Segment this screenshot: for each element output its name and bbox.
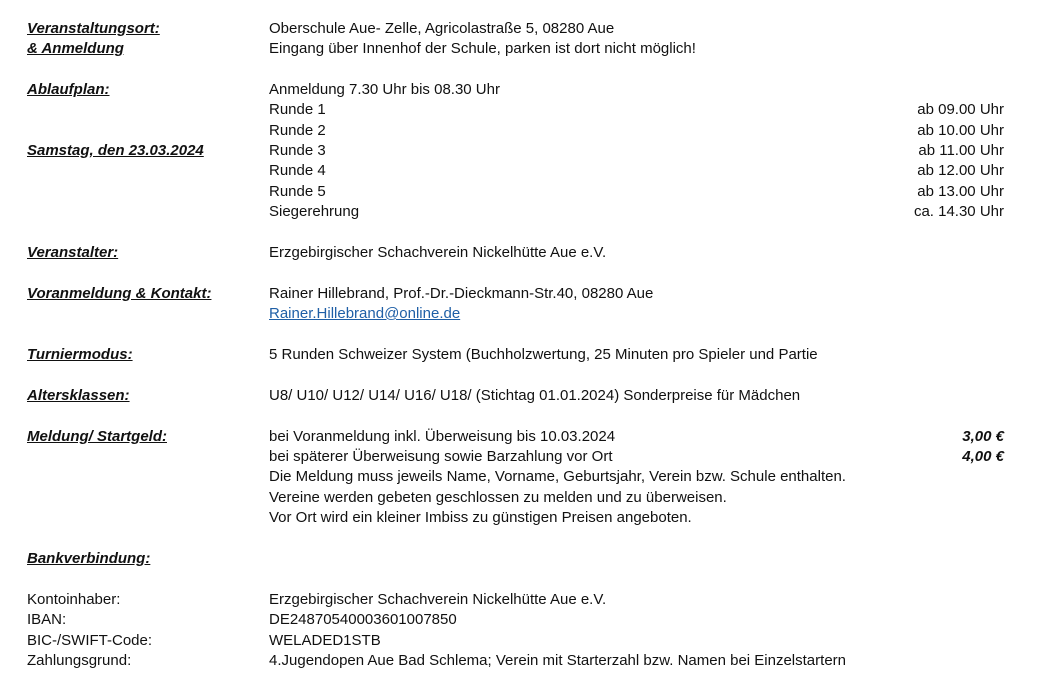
- mode-value: 5 Runden Schweizer System (Buchholzwertung, 25 Minuten pro Spieler und Partie: [269, 346, 818, 363]
- fee-early-price: 3,00 €: [962, 428, 1004, 445]
- fee-note: Die Meldung muss jeweils Name, Vorname, Geburtsjahr, Verein bzw. Schule enthalten.: [269, 468, 846, 485]
- age-label: Altersklassen:: [27, 387, 130, 404]
- fee-note: Vereine werden gebeten geschlossen zu melden und zu überweisen.: [269, 489, 727, 506]
- venue-note: Eingang über Innenhof der Schule, parken ist dort nicht möglich!: [269, 40, 696, 57]
- schedule-item: Siegerehrung: [269, 203, 360, 220]
- bank-holder-label: Kontoinhaber:: [27, 591, 121, 608]
- bank-reason-label: Zahlungsgrund:: [27, 652, 132, 669]
- bank-holder: Erzgebirgischer Schachverein Nickelhütte Aue e.V.: [269, 591, 607, 608]
- schedule-item: Runde 3: [269, 142, 326, 159]
- contact-address: Rainer Hillebrand, Prof.-Dr.-Dieckmann-Str.40, 08280 Aue: [269, 285, 654, 302]
- organizer-value: Erzgebirgischer Schachverein Nickelhütte Aue e.V.: [269, 244, 607, 261]
- mode-label: Turniermodus:: [27, 346, 133, 363]
- schedule-item: Runde 5: [269, 183, 326, 200]
- schedule-time: ab 12.00 Uhr: [917, 162, 1004, 179]
- bank-label: Bankverbindung:: [27, 550, 151, 567]
- bank-iban-label: IBAN:: [27, 611, 67, 628]
- organizer-label: Veranstalter:: [27, 244, 119, 261]
- venue-address: Oberschule Aue- Zelle, Agricolastraße 5, 08280 Aue: [269, 20, 615, 37]
- contact-email-link[interactable]: Rainer.Hillebrand@online.de: [269, 305, 461, 322]
- age-value: U8/ U10/ U12/ U14/ U16/ U18/ (Stichtag 01.01.2024) Sonderpreise für Mädchen: [269, 387, 801, 404]
- schedule-time: ab 09.00 Uhr: [917, 101, 1004, 118]
- schedule-item: Runde 1: [269, 101, 326, 118]
- bank-reason: 4.Jugendopen Aue Bad Schlema; Verein mit Starterzahl bzw. Namen bei Einzelstartern: [269, 652, 846, 669]
- contact-label: Voranmeldung & Kontakt:: [27, 285, 212, 302]
- fee-note: Vor Ort wird ein kleiner Imbiss zu günstigen Preisen angeboten.: [269, 509, 692, 526]
- schedule-time: ab 11.00 Uhr: [918, 142, 1004, 159]
- schedule-date: Samstag, den 23.03.2024: [27, 142, 204, 159]
- schedule-time: ab 13.00 Uhr: [917, 183, 1004, 200]
- bank-bic: WELADED1STB: [269, 632, 381, 649]
- fee-label: Meldung/ Startgeld:: [27, 428, 167, 445]
- fee-early: bei Voranmeldung inkl. Überweisung bis 10.03.2024: [269, 428, 616, 445]
- schedule-item: Runde 2: [269, 122, 326, 139]
- schedule-registration: Anmeldung 7.30 Uhr bis 08.30 Uhr: [269, 81, 500, 98]
- registration-label: & Anmeldung: [27, 40, 124, 57]
- schedule-time: ab 10.00 Uhr: [917, 122, 1004, 139]
- venue-label: Veranstaltungsort:: [27, 20, 160, 37]
- schedule-time: ca. 14.30 Uhr: [913, 203, 1004, 220]
- fee-late-price: 4,00 €: [962, 448, 1004, 465]
- bank-iban: DE24870540003601007850: [269, 611, 457, 628]
- schedule-item: Runde 4: [269, 162, 326, 179]
- bank-bic-label: BIC-/SWIFT-Code:: [27, 632, 153, 649]
- fee-late: bei späterer Überweisung sowie Barzahlung vor Ort: [269, 448, 613, 465]
- schedule-label: Ablaufplan:: [27, 81, 110, 98]
